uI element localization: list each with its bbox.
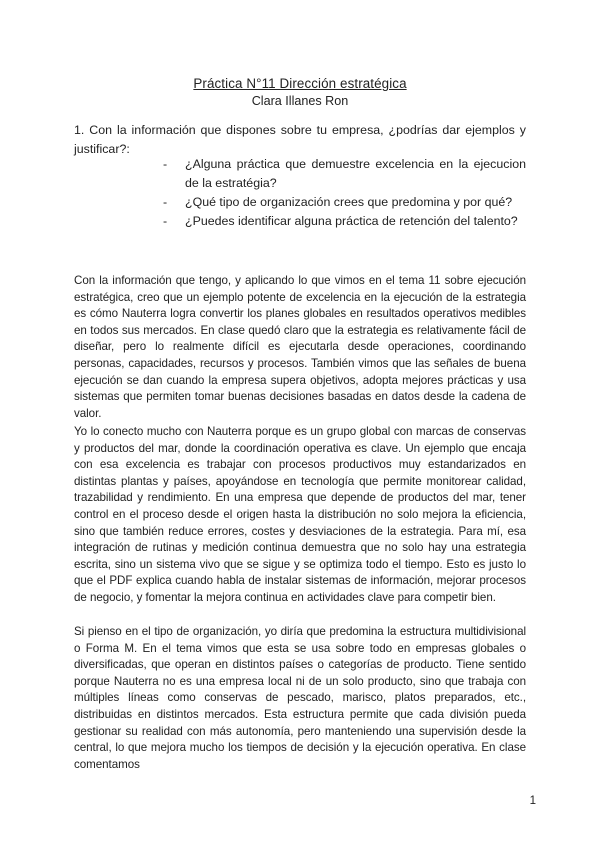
subquestion-text: ¿Qué tipo de organización crees que predomina y por qué?	[185, 195, 513, 209]
page-number: 1	[529, 795, 536, 807]
subquestion-item	[163, 155, 526, 193]
question-text: 1. Con la información que dispones sobre tu empresa, ¿podrías dar ejemplos y justificar?:	[74, 123, 526, 156]
paragraph-nauterra-operations: Yo lo conecto mucho con Nauterra porque es un grupo global con marcas de conservas y productos del mar, donde la coordinación operativa es clave. Un ejemplo que encaja con esa excelencia es trabajar con procesos productivos muy estandarizados en distintas plantas y países, apoyándose en tecnología que permite monitorear calidad, trazabilidad y rendimiento. En una empresa que depende de productos del mar, tener control en el proceso desde el origen hasta la distribución no solo mejora la eficiencia, sino que también reduce errores, costes y desviaciones de la estrategia. Para mí, esa integración de rutinas y medición continua demuestra que no solo hay una estrategia escrita, sino un sistema vivo que se sigue y se optimiza todo el tiempo. Esto es justo lo que el PDF explica cuando habla de instalar sistemas de información, mejorar procesos de negocio, y fomentar la mejora continua en actividades clave para competir bien.	[74, 425, 526, 604]
subquestion-text: ¿Puedes identificar alguna práctica de retención del talento?	[185, 214, 518, 228]
page-title: Práctica N°11 Dirección estratégica	[193, 76, 407, 91]
paragraph-execution-excellence: Con la información que tengo, y aplicando lo que vimos en el tema 11 sobre ejecución estratégica, creo que un ejemplo potente de excelencia en la ejecución de la estrategia es cómo Nauterra logra convertir los planes globales en resultados operativos medibles en todos sus mercados. En clase quedó claro que la estrategia es relativamente fácil de diseñar, pero lo realmente difícil es ejecutarla desde operaciones, coordinando personas, capacidades, recursos y procesos. También vimos que las señales de buena ejecución se dan cuando la empresa supera objetivos, adopta mejores prácticas y usa sistemas que permiten tomar buenas decisiones basadas en datos desde la cadena de valor.	[74, 274, 526, 420]
list-dash: -	[163, 214, 168, 228]
subquestion-list	[163, 155, 526, 231]
list-dash: -	[163, 157, 168, 171]
subquestion-text: ¿Alguna práctica que demuestre excelencia en la ejecucion de la estratégia?	[185, 157, 526, 190]
paragraph-organization-type: Si pienso en el tipo de organización, yo diría que predomina la estructura multidivisional o Forma M. En el tema vimos que esta se usa sobre todo en empresas globales o diversificadas, que operan en distintos países o categorías de producto. Tiene sentido porque Nauterra no es una empresa local ni de un solo producto, sino que trabaja con múltiples líneas como conservas de pescado, marisco, platos preparados, etc., distribuidas en distintos mercados. Esta estructura permite que cada división pueda gestionar su realidad con más autonomía, pero manteniendo una supervisión desde la central, lo que mejora mucho los tiempos de decisión y la ejecución operativa. En clase comentamos	[74, 625, 526, 771]
subquestion-item	[163, 193, 526, 212]
list-dash: -	[163, 195, 168, 209]
subquestion-item	[163, 212, 526, 231]
author-name: Clara Illanes Ron	[251, 94, 349, 108]
